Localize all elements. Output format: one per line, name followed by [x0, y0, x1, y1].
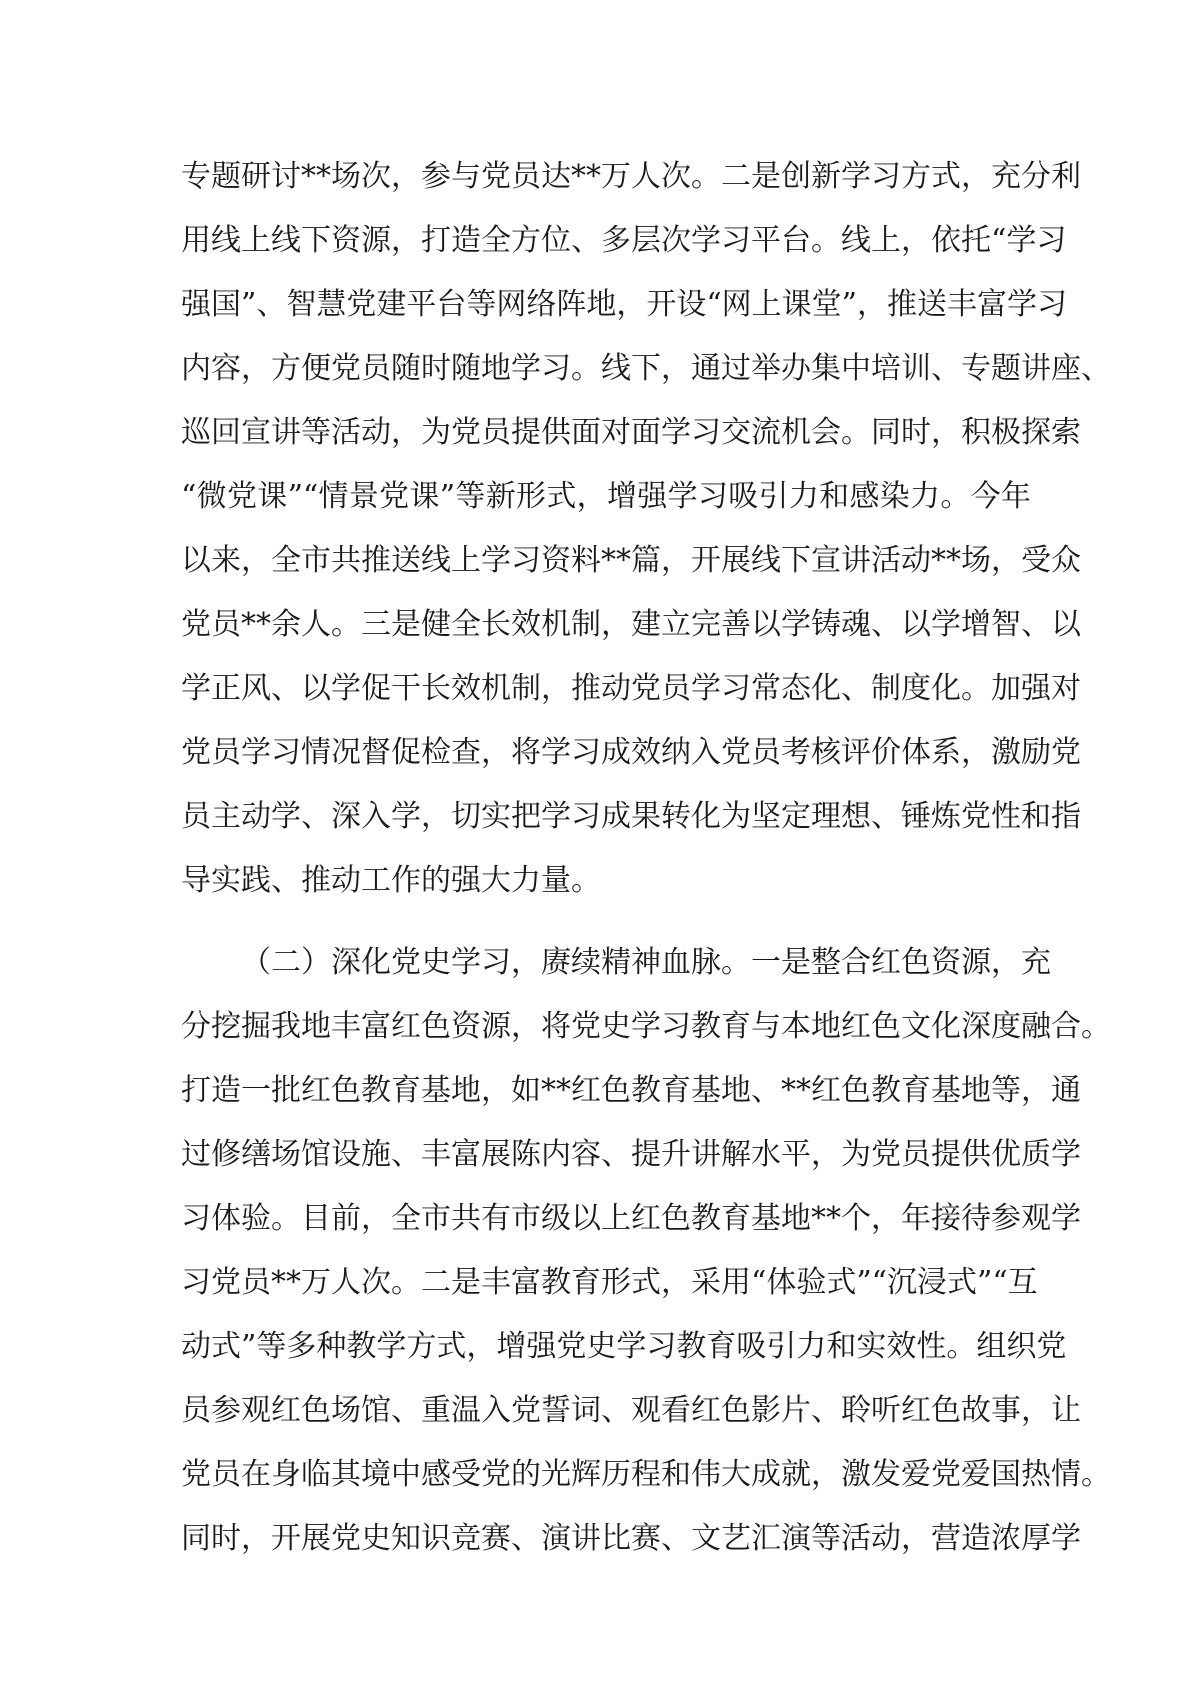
- text-line: 党员**余人。三是健全长效机制，建立完善以学铸魂、以学增智、以: [181, 607, 1081, 642]
- text-line: 党员学习情况督促检查，将学习成效纳入党员考核评价体系，激励党: [181, 735, 1081, 770]
- text-line: 同时，开展党史知识竞赛、演讲比赛、文艺汇演等活动，营造浓厚学: [181, 1521, 1081, 1556]
- text-line: 员参观红色场馆、重温入党誓词、观看红色影片、聆听红色故事，让: [181, 1393, 1081, 1428]
- document-body: [181, 145, 1111, 1571]
- paragraph-gap: [181, 913, 1031, 931]
- paragraph-1: [181, 145, 1111, 913]
- paragraph-2: [181, 931, 1111, 1571]
- text-line: 分挖掘我地丰富红色资源，将党史学习教育与本地红色文化深度融合。: [181, 1009, 1111, 1044]
- text-line: 导实践、推动工作的强大力量。: [181, 863, 601, 898]
- text-line: 打造一批红色教育基地，如**红色教育基地、**红色教育基地等，通: [181, 1073, 1081, 1108]
- text-line: 用线上线下资源，打造全方位、多层次学习平台。线上，依托“学习: [181, 223, 1067, 258]
- text-line: “微党课”“情景党课”等新形式，增强学习吸引力和感染力。今年: [181, 479, 1031, 514]
- text-line: 习体验。目前，全市共有市级以上红色教育基地**个，年接待参观学: [181, 1201, 1081, 1236]
- text-line: 专题研讨**场次，参与党员达**万人次。二是创新学习方式，充分利: [181, 159, 1081, 194]
- text-line: 员主动学、深入学，切实把学习成果转化为坚定理想、锤炼党性和指: [181, 799, 1081, 834]
- text-line: 强国”、智慧党建平台等网络阵地，开设“网上课堂”，推送丰富学习: [181, 287, 1068, 322]
- text-line: 内容，方便党员随时随地学习。线下，通过举办集中培训、专题讲座、: [181, 351, 1111, 386]
- text-line: 党员在身临其境中感受党的光辉历程和伟大成就，激发爱党爱国热情。: [181, 1457, 1111, 1492]
- text-line: 学正风、以学促干长效机制，推动党员学习常态化、制度化。加强对: [181, 671, 1081, 706]
- text-line: 以来，全市共推送线上学习资料**篇，开展线下宣讲活动**场，受众: [181, 543, 1081, 578]
- text-line: 巡回宣讲等活动，为党员提供面对面学习交流机会。同时，积极探索: [181, 415, 1081, 450]
- text-line: 动式”等多种教学方式，增强党史学习教育吸引力和实效性。组织党: [181, 1329, 1067, 1364]
- text-line: （二）深化党史学习，赓续精神血脉。一是整合红色资源，充: [241, 945, 1051, 980]
- text-line: 过修缮场馆设施、丰富展陈内容、提升讲解水平，为党员提供优质学: [181, 1137, 1081, 1172]
- text-line: 习党员**万人次。二是丰富教育形式，采用“体验式”“沉浸式”“互: [181, 1265, 1038, 1300]
